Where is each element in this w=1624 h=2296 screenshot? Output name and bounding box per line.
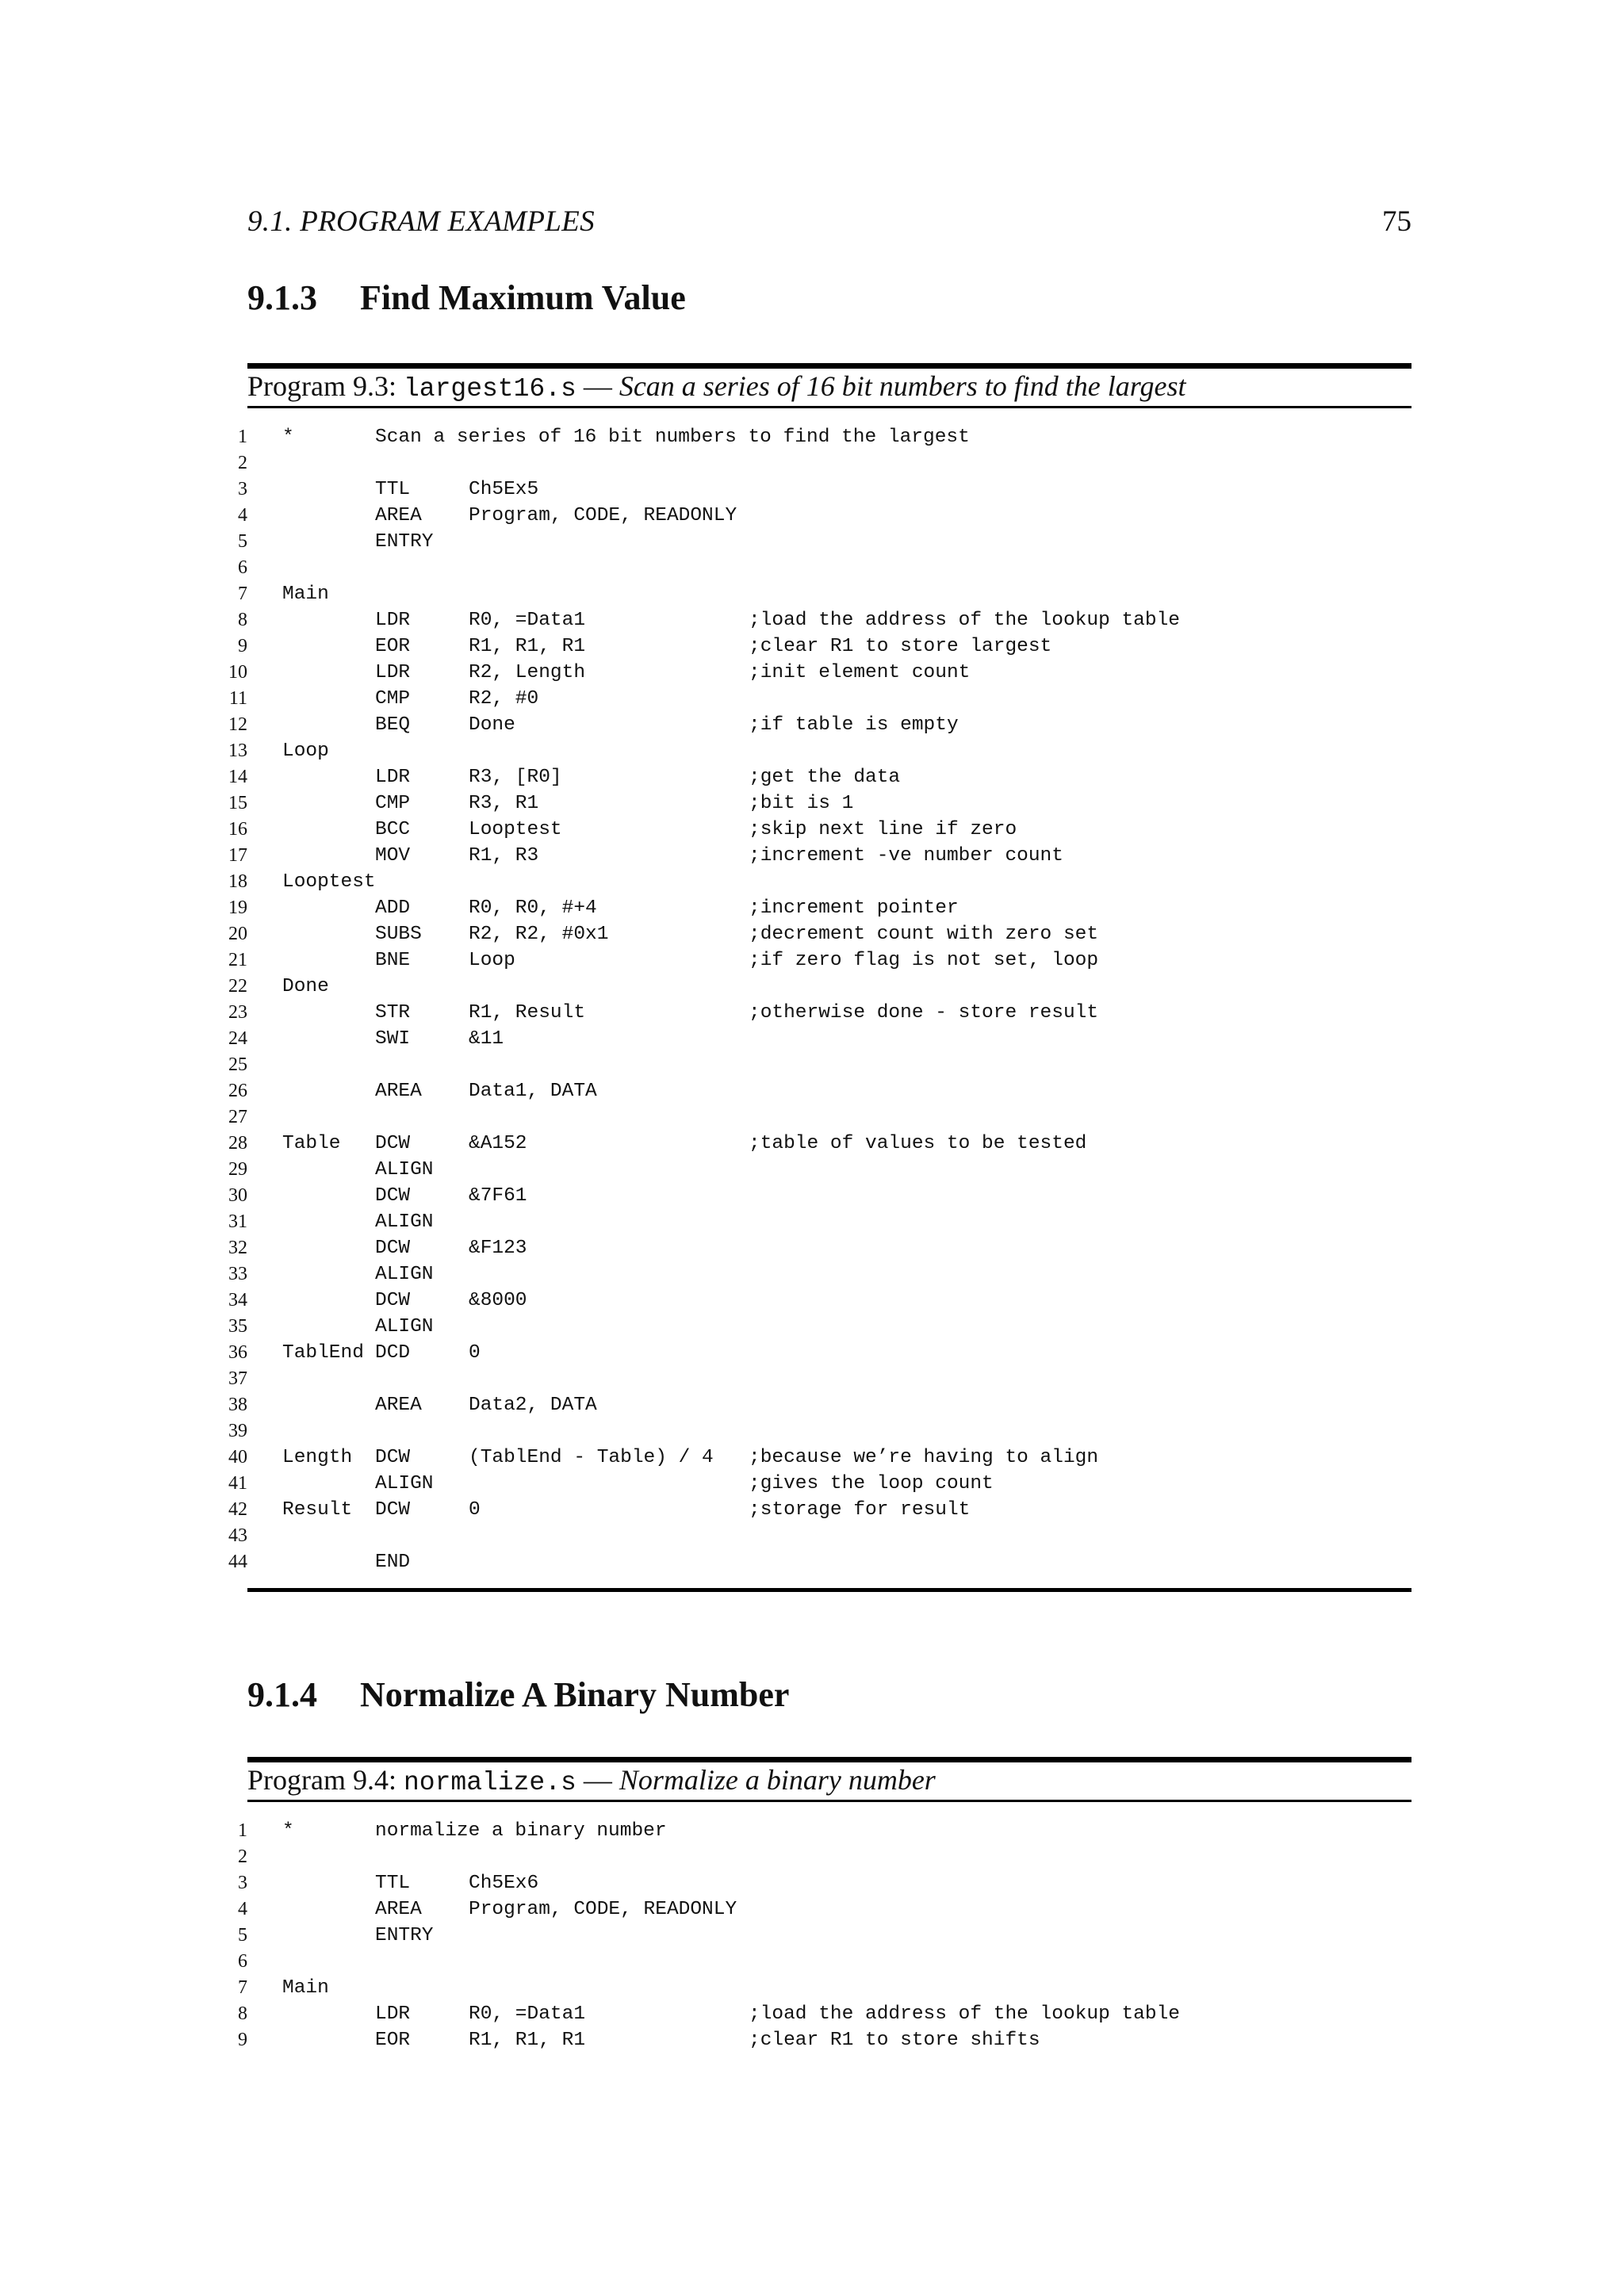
code-operands: (TablEnd - Table) / 4 — [469, 1447, 714, 1468]
line-number: 4 — [238, 1899, 247, 1919]
code-line — [214, 1209, 1419, 1235]
code-operands: 0 — [469, 1342, 481, 1364]
code-line — [214, 1471, 1419, 1497]
line-number: 8 — [238, 2003, 247, 2024]
section-number: 9.1.3 — [247, 278, 317, 317]
code-comment: ;because we’re having to align — [749, 1447, 1099, 1468]
line-number: 33 — [228, 1264, 247, 1284]
code-opcode: ALIGN — [375, 1316, 434, 1337]
code-opcode: normalize a binary number — [375, 1820, 667, 1842]
line-number: 1 — [238, 1820, 247, 1841]
code-opcode: EOR — [375, 2030, 411, 2051]
code-comment: ;gives the loop count — [749, 1473, 994, 1494]
code-line — [214, 790, 1419, 817]
line-number: 6 — [238, 1951, 247, 1972]
caption-separator: — — [576, 370, 619, 402]
code-opcode: LDR — [375, 662, 411, 683]
code-line — [214, 974, 1419, 1000]
code-opcode: STR — [375, 1002, 411, 1024]
code-label: * — [282, 427, 294, 448]
code-opcode: DCW — [375, 1290, 411, 1311]
code-opcode: ALIGN — [375, 1211, 434, 1233]
code-line — [214, 1497, 1419, 1523]
code-opcode: AREA — [375, 1899, 422, 1920]
code-line — [214, 1261, 1419, 1288]
code-line — [214, 1026, 1419, 1052]
code-label: Length — [282, 1447, 353, 1468]
code-line — [214, 1340, 1419, 1366]
line-number: 10 — [228, 662, 247, 683]
code-operands: Program, CODE, READONLY — [469, 505, 737, 526]
line-number: 35 — [228, 1316, 247, 1337]
section-title: Find Maximum Value — [360, 278, 686, 317]
line-number: 13 — [228, 740, 247, 761]
code-opcode: END — [375, 1552, 411, 1573]
line-number: 18 — [228, 871, 247, 892]
code-line — [214, 1131, 1419, 1157]
code-line — [214, 895, 1419, 921]
code-line — [214, 1235, 1419, 1261]
line-number: 24 — [228, 1028, 247, 1049]
code-opcode: LDR — [375, 2003, 411, 2025]
code-line — [214, 1052, 1419, 1078]
code-line — [214, 1000, 1419, 1026]
line-number: 9 — [238, 636, 247, 656]
code-line — [214, 1314, 1419, 1340]
code-opcode: CMP — [375, 688, 411, 710]
code-comment: ;init element count — [749, 662, 971, 683]
code-line — [214, 555, 1419, 581]
line-number: 25 — [228, 1054, 247, 1075]
code-opcode: Scan a series of 16 bit numbers to find the largest — [375, 427, 970, 448]
code-label: Table — [282, 1133, 341, 1154]
code-operands: Ch5Ex5 — [469, 479, 539, 500]
code-operands: Program, CODE, READONLY — [469, 1899, 737, 1920]
code-line — [214, 424, 1419, 450]
code-operands: R1, R1, R1 — [469, 636, 586, 657]
code-opcode: DCW — [375, 1447, 411, 1468]
code-listing-normalize — [214, 1818, 1419, 2053]
code-opcode: EOR — [375, 636, 411, 657]
code-line — [214, 764, 1419, 790]
code-operands: R1, R1, R1 — [469, 2030, 586, 2051]
code-operands: R3, [R0] — [469, 767, 562, 788]
line-number: 38 — [228, 1395, 247, 1415]
code-opcode: ALIGN — [375, 1264, 434, 1285]
code-opcode: MOV — [375, 845, 411, 867]
code-line — [214, 1923, 1419, 1949]
line-number: 36 — [228, 1342, 247, 1363]
code-operands: Looptest — [469, 819, 562, 840]
code-line — [214, 660, 1419, 686]
line-number: 6 — [238, 557, 247, 578]
line-number: 28 — [228, 1133, 247, 1154]
code-operands: R3, R1 — [469, 793, 539, 814]
code-opcode: AREA — [375, 505, 422, 526]
code-comment: ;load the address of the lookup table — [749, 610, 1180, 631]
line-number: 7 — [238, 584, 247, 604]
code-comment: ;skip next line if zero — [749, 819, 1017, 840]
code-operands: Data2, DATA — [469, 1395, 597, 1416]
code-operands: R2, #0 — [469, 688, 539, 710]
line-number: 22 — [228, 976, 247, 997]
code-line — [214, 2027, 1419, 2053]
code-opcode: LDR — [375, 610, 411, 631]
line-number: 2 — [238, 453, 247, 473]
code-listing-largest16 — [214, 424, 1419, 1575]
code-opcode: ALIGN — [375, 1159, 434, 1181]
code-comment: ;clear R1 to store shifts — [749, 2030, 1040, 2051]
section-heading-normalize — [247, 1670, 1411, 1720]
program-caption — [247, 1758, 1411, 1802]
code-line — [214, 1523, 1419, 1549]
code-comment: ;storage for result — [749, 1499, 971, 1521]
code-line — [214, 817, 1419, 843]
program-caption-rule — [247, 406, 1411, 408]
code-opcode: DCW — [375, 1185, 411, 1207]
code-opcode: ADD — [375, 897, 411, 919]
code-comment: ;get the data — [749, 767, 901, 788]
code-operands: R0, =Data1 — [469, 2003, 586, 2025]
line-number: 1 — [238, 427, 247, 447]
code-operands: &F123 — [469, 1238, 527, 1259]
line-number: 23 — [228, 1002, 247, 1023]
line-number: 29 — [228, 1159, 247, 1180]
code-comment: ;if table is empty — [749, 714, 959, 736]
page-number: 75 — [1382, 205, 1411, 238]
caption-separator: — — [576, 1764, 619, 1796]
line-number: 34 — [228, 1290, 247, 1311]
code-comment: ;table of values to be tested — [749, 1133, 1087, 1154]
code-operands: Done — [469, 714, 515, 736]
code-operands: Ch5Ex6 — [469, 1873, 539, 1894]
code-line — [214, 947, 1419, 974]
line-number: 21 — [228, 950, 247, 970]
line-number: 5 — [238, 1925, 247, 1946]
code-comment: ;increment -ve number count — [749, 845, 1063, 867]
code-comment: ;clear R1 to store largest — [749, 636, 1052, 657]
code-opcode: SUBS — [375, 924, 422, 945]
code-line — [214, 1818, 1419, 1844]
code-opcode: BCC — [375, 819, 411, 840]
code-comment: ;decrement count with zero set — [749, 924, 1099, 945]
running-header — [247, 201, 1411, 243]
code-line — [214, 476, 1419, 503]
line-number: 16 — [228, 819, 247, 840]
code-comment: ;otherwise done - store result — [749, 1002, 1099, 1024]
code-opcode: SWI — [375, 1028, 411, 1050]
line-number: 20 — [228, 924, 247, 944]
code-comment: ;load the address of the lookup table — [749, 2003, 1180, 2025]
line-number: 7 — [238, 1977, 247, 1998]
code-line — [214, 1445, 1419, 1471]
line-number: 42 — [228, 1499, 247, 1520]
program-label: Program 9.3: — [247, 370, 404, 402]
line-number: 40 — [228, 1447, 247, 1468]
code-opcode: AREA — [375, 1395, 422, 1416]
line-number: 30 — [228, 1185, 247, 1206]
code-operands: 0 — [469, 1499, 481, 1521]
code-comment: ;bit is 1 — [749, 793, 854, 814]
code-comment: ;increment pointer — [749, 897, 959, 919]
line-number: 9 — [238, 2030, 247, 2050]
code-line — [214, 712, 1419, 738]
code-opcode: LDR — [375, 767, 411, 788]
program-caption-rule — [247, 1800, 1411, 1802]
line-number: 2 — [238, 1846, 247, 1867]
code-line — [214, 1844, 1419, 1870]
line-number: 17 — [228, 845, 247, 866]
code-line — [214, 503, 1419, 529]
program-description: Normalize a binary number — [619, 1764, 936, 1796]
code-opcode: TTL — [375, 479, 411, 500]
code-opcode: BNE — [375, 950, 411, 971]
code-line — [214, 1949, 1419, 1975]
code-opcode: DCW — [375, 1499, 411, 1521]
code-comment: ;if zero flag is not set, loop — [749, 950, 1099, 971]
code-operands: &11 — [469, 1028, 504, 1050]
code-line — [214, 869, 1419, 895]
code-line — [214, 581, 1419, 607]
code-opcode: BEQ — [375, 714, 411, 736]
program-label: Program 9.4: — [247, 1764, 404, 1796]
line-number: 5 — [238, 531, 247, 552]
code-line — [214, 633, 1419, 660]
code-operands: R2, Length — [469, 662, 586, 683]
code-line — [214, 1418, 1419, 1445]
code-line — [214, 738, 1419, 764]
line-number: 43 — [228, 1525, 247, 1546]
code-label: Result — [282, 1499, 353, 1521]
section-number: 9.1.4 — [247, 1675, 317, 1714]
section-title: Normalize A Binary Number — [360, 1675, 790, 1714]
code-operands: Data1, DATA — [469, 1081, 597, 1102]
code-operands: Loop — [469, 950, 515, 971]
code-opcode: TTL — [375, 1873, 411, 1894]
line-number: 32 — [228, 1238, 247, 1258]
code-opcode: ENTRY — [375, 531, 434, 553]
code-line — [214, 607, 1419, 633]
program-filename: largest16.s — [403, 374, 576, 404]
code-label: * — [282, 1820, 294, 1842]
program-caption — [247, 364, 1411, 408]
code-line — [214, 1288, 1419, 1314]
code-opcode: CMP — [375, 793, 411, 814]
running-title: 9.1. PROGRAM EXAMPLES — [247, 205, 595, 238]
program-bottom-rule — [247, 1588, 1411, 1592]
code-opcode: DCW — [375, 1238, 411, 1259]
code-opcode: AREA — [375, 1081, 422, 1102]
code-operands: R0, =Data1 — [469, 610, 586, 631]
code-line — [214, 686, 1419, 712]
line-number: 3 — [238, 1873, 247, 1893]
code-label: Loop — [282, 740, 329, 762]
code-operands: R0, R0, #+4 — [469, 897, 597, 919]
line-number: 44 — [228, 1552, 247, 1572]
code-line — [214, 1104, 1419, 1131]
code-opcode: ALIGN — [375, 1473, 434, 1494]
code-line — [214, 1157, 1419, 1183]
line-number: 39 — [228, 1421, 247, 1441]
line-number: 15 — [228, 793, 247, 813]
code-line — [214, 1183, 1419, 1209]
code-operands: R2, R2, #0x1 — [469, 924, 609, 945]
code-line — [214, 1392, 1419, 1418]
line-number: 19 — [228, 897, 247, 918]
line-number: 3 — [238, 479, 247, 499]
code-line — [214, 1549, 1419, 1575]
line-number: 26 — [228, 1081, 247, 1101]
section-heading-find-maximum — [247, 273, 1411, 323]
code-label: Main — [282, 584, 329, 605]
code-line — [214, 450, 1419, 476]
code-operands: R1, R3 — [469, 845, 539, 867]
code-label: Looptest — [282, 871, 376, 893]
code-label: Main — [282, 1977, 329, 1999]
program-filename: normalize.s — [403, 1768, 576, 1797]
program-description: Scan a series of 16 bit numbers to find the largest — [619, 370, 1186, 402]
line-number: 41 — [228, 1473, 247, 1494]
line-number: 8 — [238, 610, 247, 630]
code-operands: &A152 — [469, 1133, 527, 1154]
code-operands: &8000 — [469, 1290, 527, 1311]
line-number: 4 — [238, 505, 247, 526]
code-line — [214, 843, 1419, 869]
line-number: 12 — [228, 714, 247, 735]
line-number: 31 — [228, 1211, 247, 1232]
code-operands: &7F61 — [469, 1185, 527, 1207]
code-line — [214, 1896, 1419, 1923]
code-line — [214, 921, 1419, 947]
code-line — [214, 2001, 1419, 2027]
code-opcode: DCW — [375, 1133, 411, 1154]
code-line — [214, 1870, 1419, 1896]
code-line — [214, 529, 1419, 555]
line-number: 27 — [228, 1107, 247, 1127]
code-label: Done — [282, 976, 329, 997]
code-line — [214, 1975, 1419, 2001]
code-opcode: ENTRY — [375, 1925, 434, 1946]
code-opcode: DCD — [375, 1342, 411, 1364]
line-number: 37 — [228, 1368, 247, 1389]
line-number: 11 — [228, 688, 247, 709]
code-line — [214, 1366, 1419, 1392]
line-number: 14 — [228, 767, 247, 787]
code-label: TablEnd — [282, 1342, 364, 1364]
code-line — [214, 1078, 1419, 1104]
code-operands: R1, Result — [469, 1002, 586, 1024]
